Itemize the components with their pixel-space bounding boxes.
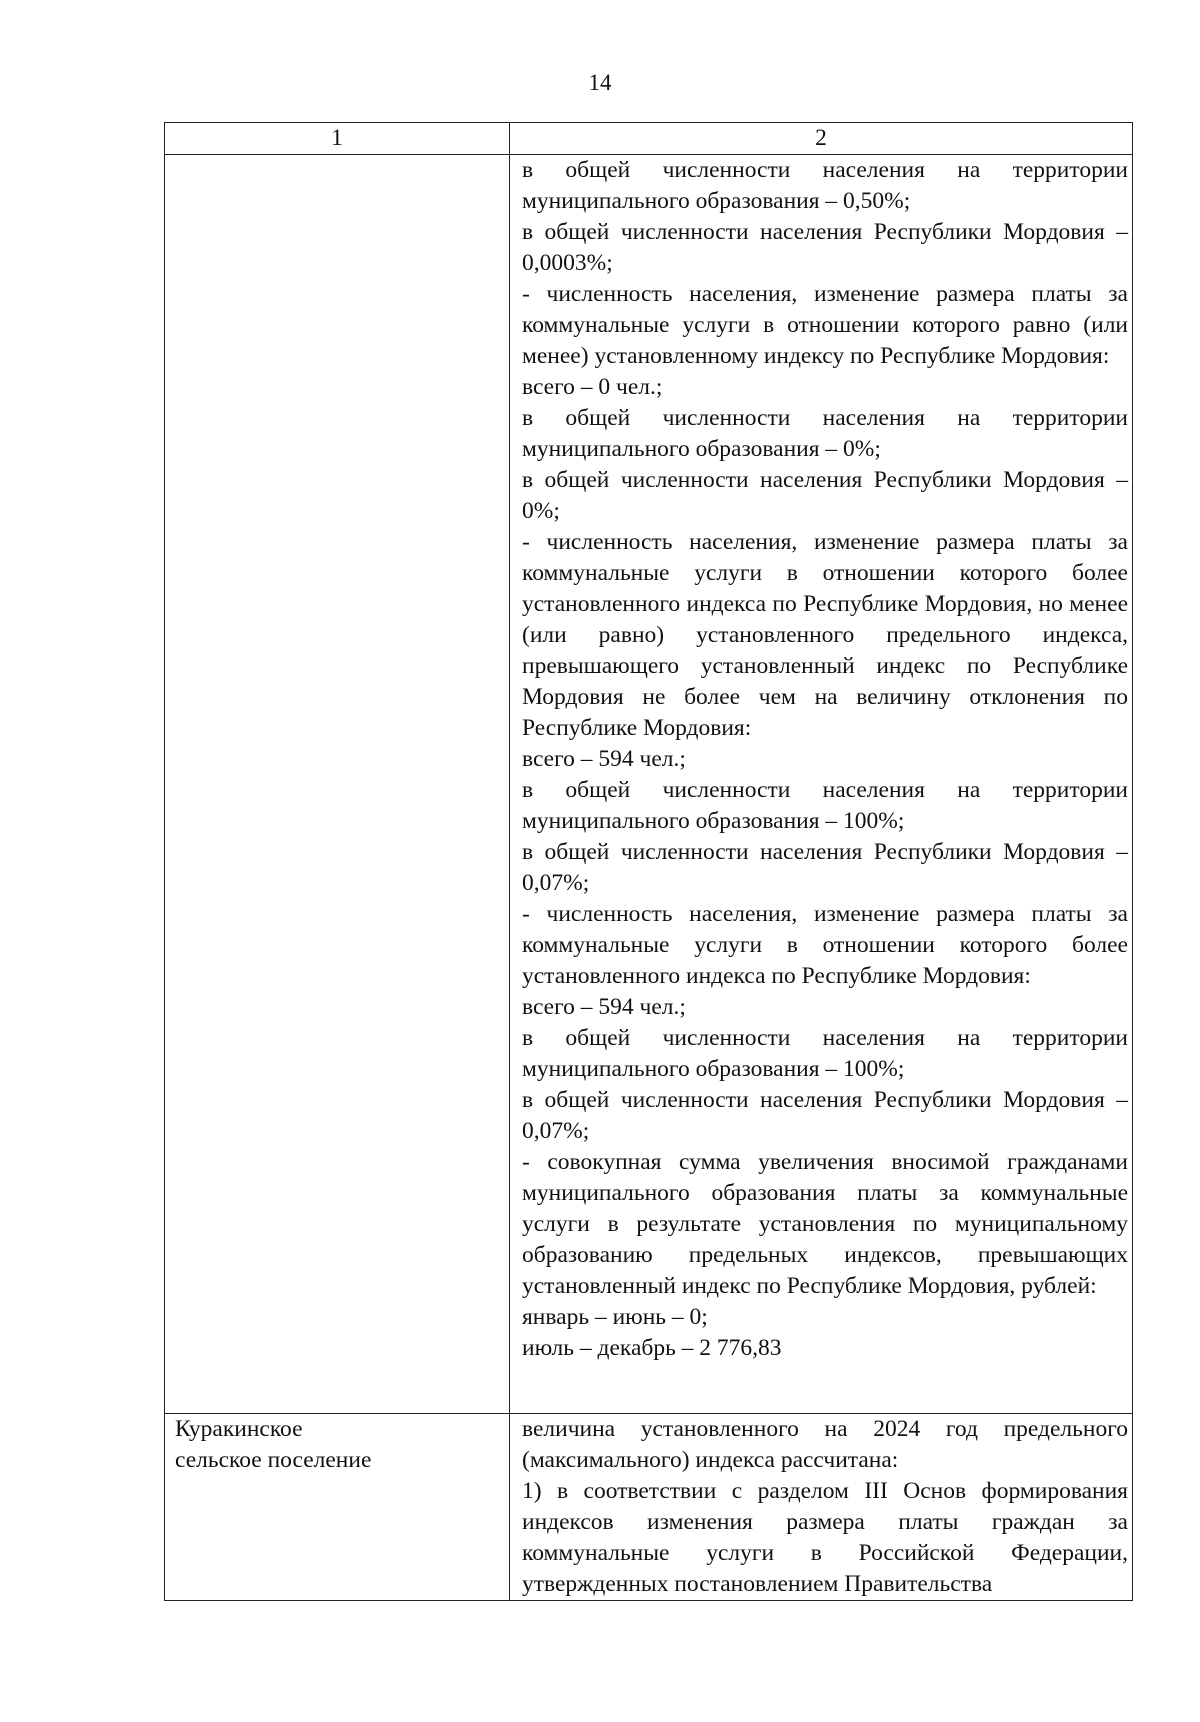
row-content bbox=[510, 155, 1132, 1364]
paragraph: в общей численности населения Республики Мордовия – 0,0003%; bbox=[522, 219, 1128, 276]
paragraph: в общей численности населения на территории муниципального образования – 0,50%; bbox=[522, 157, 1128, 214]
paragraph: - численность населения, изменение размера платы за коммунальные услуги в отношении которого более установленного индекса по Республике Мордовия: bbox=[522, 901, 1128, 989]
paragraph: 1) в соответствии с разделом III Основ формирования индексов изменения размера платы граждан за коммунальные услуги в Российской Федерации, утвержденных постановлением Правительства bbox=[522, 1478, 1128, 1597]
document-table bbox=[164, 122, 1133, 1601]
paragraph: всего – 0 чел.; bbox=[522, 374, 663, 400]
row-label-cell bbox=[165, 1414, 510, 1601]
table-row bbox=[165, 155, 1133, 1414]
paragraph: - совокупная сумма увеличения вносимой гражданами муниципального образования платы за коммунальные услуги в результате установления по муниципальному образованию предельных индексов, превышающих установленный индекс по Республике Мордовия, рублей: bbox=[522, 1149, 1128, 1299]
column-header-2: 2 bbox=[510, 123, 1133, 155]
row-content-cell bbox=[510, 155, 1133, 1414]
paragraph: - численность населения, изменение размера платы за коммунальные услуги в отношении которого равно (или менее) установленному индексу по Республике Мордовия: bbox=[522, 281, 1128, 369]
paragraph: в общей численности населения Республики Мордовия – 0%; bbox=[522, 467, 1128, 524]
paragraph: в общей численности населения Республики Мордовия – 0,07%; bbox=[522, 1087, 1128, 1144]
paragraph: - численность населения, изменение размера платы за коммунальные услуги в отношении которого более установленного индекса по Республике Мордовия, но менее (или равно) установленного предельного индекса, превышающего установленный индекс по Республике Мордовия не более чем на величину отклонения по Республике Мордовия: bbox=[522, 529, 1128, 741]
paragraph: январь – июнь – 0; bbox=[522, 1304, 708, 1330]
municipality-name-line: сельское поселение bbox=[175, 1447, 372, 1473]
paragraph: в общей численности населения на территории муниципального образования – 100%; bbox=[522, 777, 1128, 834]
paragraph: в общей численности населения Республики Мордовия – 0,07%; bbox=[522, 839, 1128, 896]
column-header-1: 1 bbox=[165, 123, 510, 155]
table-header-row bbox=[165, 123, 1133, 155]
paragraph: всего – 594 чел.; bbox=[522, 994, 686, 1020]
row-label-cell bbox=[165, 155, 510, 1414]
row-content-cell bbox=[510, 1414, 1133, 1601]
paragraph: величина установленного на 2024 год предельного (максимального) индекса рассчитана: bbox=[522, 1416, 1128, 1473]
table-row bbox=[165, 1414, 1133, 1601]
paragraph: в общей численности населения на территории муниципального образования – 0%; bbox=[522, 405, 1128, 462]
page-number: 14 bbox=[588, 70, 612, 95]
municipality-name-line: Куракинское bbox=[175, 1416, 303, 1442]
paragraph: всего – 594 чел.; bbox=[522, 746, 686, 772]
municipality-name bbox=[165, 1414, 509, 1476]
paragraph: июль – декабрь – 2 776,83 bbox=[522, 1335, 782, 1361]
paragraph: в общей численности населения на территории муниципального образования – 100%; bbox=[522, 1025, 1128, 1082]
row-content bbox=[510, 1414, 1132, 1600]
